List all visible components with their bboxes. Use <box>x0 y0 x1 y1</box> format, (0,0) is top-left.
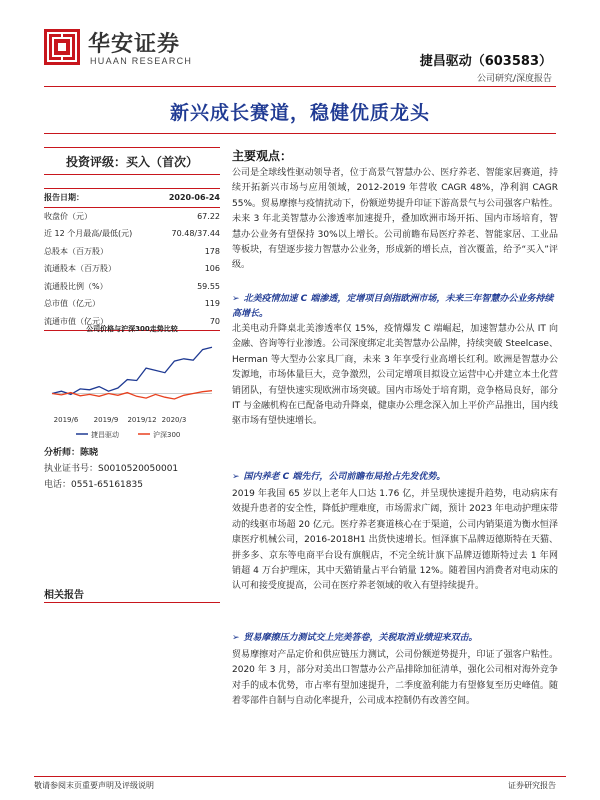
company-ticker: 捷昌驱动（603583） <box>419 54 552 69</box>
brand-name: 华安证券 <box>88 31 181 57</box>
report-date-row <box>44 188 220 208</box>
x-tick-label: 2019/6 <box>53 416 79 424</box>
investment-rating: 投资评级：买入（首次） <box>44 147 220 175</box>
row-label: 收盘价（元） <box>44 211 92 221</box>
series-line-0 <box>52 347 212 394</box>
key-point-3 <box>232 631 558 646</box>
report-title: 新兴成长赛道，稳健优质龙头 <box>169 102 430 124</box>
header-divider <box>44 86 556 87</box>
x-tick-label: 2019/12 <box>127 416 157 424</box>
row-value: 119 <box>204 299 220 309</box>
analyst-name: 分析师：陈晓 <box>44 448 99 458</box>
price-comparison-chart <box>44 322 220 442</box>
row-label: 流通市值（亿元） <box>44 316 108 326</box>
key-point-body: 2019 年我国 65 岁以上老年人口达 1.76 亿，并呈现快速提升趋势，电动病床有效提升患者的安全性，降低护理难度，市场需求广阔，预计 2023 年电动护理床带动的线驱市场超 20 亿元。医疗养老赛道核心在于渠道，公司内销渠道为衡水恒泽康医疗机械公司，2016-2018H1 出货快速增长。恒泽旗下品牌迈德斯特在天猫、拼多多、京东等电商平台设有旗舰店，不完全统计旗下品牌迈德斯特过去 1 年网销超 4 万台护理床，其中天猫销量占平台销量 12%。随着国内消费者对电动床的认可和接受度提高，公司在医疗养老领域的收入有望持续提升。 <box>232 489 558 592</box>
table-row <box>44 243 220 261</box>
footer-label: 证券研究报告 <box>508 781 556 790</box>
analyst-info <box>44 445 178 493</box>
row-label: 近 12 个月最高/最低(元) <box>44 229 133 239</box>
analyst-phone: 电话：0551-65161835 <box>44 480 143 490</box>
table-row <box>44 208 220 226</box>
row-label: 流通股本（百万股） <box>44 264 116 274</box>
row-value: 106 <box>204 264 220 274</box>
chart-title: 公司价格与沪深300走势比较 <box>86 325 178 333</box>
x-tick-label: 2020/3 <box>161 416 187 424</box>
key-point-body: 贸易摩擦对产品定价和供应链压力测试，公司份额逆势提升，印证了强客户粘性。2020 年 3 月，部分对美出口智慧办公产品排除加征清单，强化公司相对海外竞争对手的成本优势，市占率有望加速提升，二季度盈利能力有望修复至历史峰值。随着零部件自制与自动化率提升，公司成本控制仍有改善空间。 <box>232 650 558 707</box>
key-point-2 <box>232 470 558 485</box>
row-value: 70.48/37.44 <box>171 229 220 239</box>
key-point-headline: 北美疫情加速 C 端渗透，定增项目剑指欧洲市场，未来三年智慧办公业务持续高增长。 <box>232 294 554 320</box>
row-value: 67.22 <box>197 211 220 221</box>
row-value: 178 <box>204 246 220 256</box>
triangle-bullet-icon: ➢ <box>232 633 240 643</box>
legend-label-0: 捷昌驱动 <box>91 431 119 439</box>
triangle-bullet-icon: ➢ <box>232 472 240 482</box>
report-type: 公司研究/深度报告 <box>476 74 552 84</box>
intro-paragraph: 公司是全球线性驱动领导者，位于高景气智慧办公、医疗养老、智能家居赛道，持续开拓新兴市场与应用领域，2012-2019 年营收 CAGR 48%，净利润 CAGR 55%。贸易摩擦与疫情扰动下，份额逆势提升印证下游高景气与公司强客户粘性。未来 3 年北美智慧办公渗透率加速提升，叠加欧洲市场开拓、国内市场培育，智慧办公业务有望保持 30%以上增长。公司前瞻布局医疗养老、智能家居、工业品等板块，有望逐步接力智慧办公业务，形成新的增长点，首次覆盖，给予“买入”评级。 <box>232 168 559 271</box>
row-value: 59.55 <box>197 281 220 291</box>
key-point-headline: 贸易摩擦压力测试交上完美答卷，关税取消业绩迎来双击。 <box>243 633 478 643</box>
chart-svg <box>44 334 220 442</box>
title-divider <box>44 133 556 134</box>
row-label: 总股本（百万股） <box>44 246 108 256</box>
key-point-headline: 国内养老 C 端先行，公司前瞻布局抢占先发优势。 <box>243 472 446 482</box>
row-label: 流通股比例（%） <box>44 281 108 291</box>
table-row <box>44 295 220 313</box>
row-value: 70 <box>209 316 220 326</box>
table-row <box>44 225 220 243</box>
huaan-logo-icon <box>44 29 80 65</box>
triangle-bullet-icon: ➢ <box>232 294 240 304</box>
analyst-license: 执业证书号：S0010520050001 <box>44 464 179 474</box>
key-point-1 <box>232 292 558 323</box>
key-point-body: 北美电动升降桌北美渗透率仅 15%，疫情爆发 C 端崛起，加速智慧办公从 IT 向金融、咨询等行业渗透。公司深度绑定北美智慧办公品牌，持续突破 Steelcase、Herman 等大型办公家具厂商，未来 3 年享受行业高增长红利。欧洲是智慧办公发源地，市场体量巨大，竞争激烈，公司定增项目拟设立运营中心并建立本土化营销团队，有望快速实现欧洲市场突破。国内市场处于培育期，竞争格局良好，部分 IT 与金融机构在已配备电动升降桌，健康办公理念深入加上平价产品推出，国内线驱市场有望快速增长。 <box>232 324 559 427</box>
report-date-label: 报告日期： <box>44 193 84 203</box>
main-views <box>232 147 558 274</box>
stock-stats-table <box>44 188 220 331</box>
report-date-value: 2020-06-24 <box>168 193 220 203</box>
x-tick-label: 2019/9 <box>93 416 119 424</box>
row-label: 总市值（亿元） <box>44 299 100 309</box>
footer-disclaimer: 敬请参阅末页重要声明及评级说明 <box>34 781 154 790</box>
related-reports-heading: 相关报告 <box>44 586 220 603</box>
main-views-heading: 主要观点： <box>232 149 293 163</box>
table-row <box>44 278 220 296</box>
legend-label-1: 沪深300 <box>153 431 181 439</box>
footer-divider <box>34 776 566 777</box>
table-row <box>44 260 220 278</box>
brand-name-en: HUAAN RESEARCH <box>90 56 193 66</box>
